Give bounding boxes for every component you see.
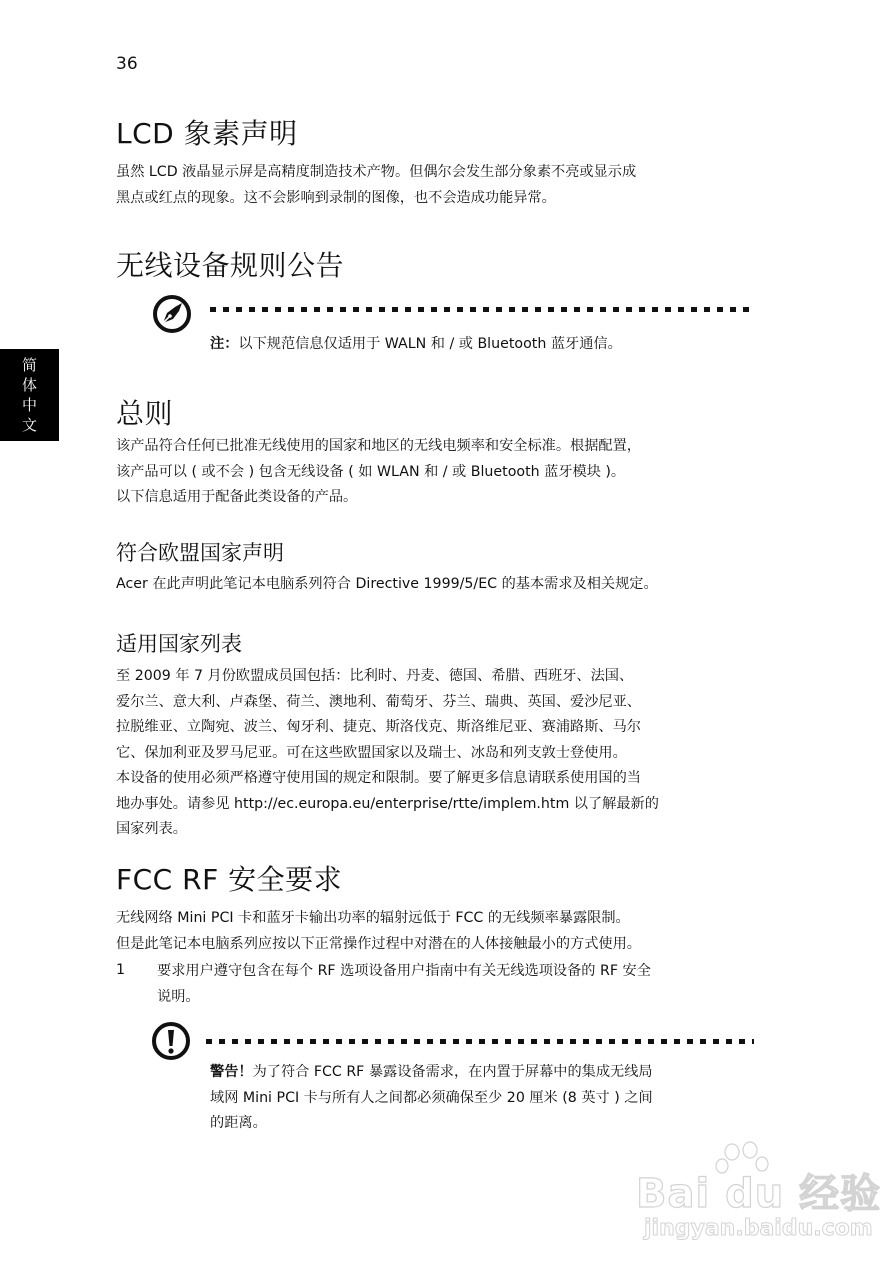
section-title-general: 总则 [116, 397, 174, 430]
language-side-tab [0, 349, 59, 441]
section-title-fcc: FCC RF 安全要求 [116, 863, 343, 896]
page-number: 36 [116, 54, 138, 74]
text-line: 要求用户遵守包含在每个 RF 选项设备用户指南中有关无线选项设备的 RF 安全 [157, 963, 651, 979]
side-tab-char: 中 [21, 396, 37, 414]
text-line: 虽然 LCD 液晶显示屏是高精度制造技术产物。但偶尔会发生部分象素不亮或显示成 [116, 164, 637, 180]
side-tab-char: 简 [21, 356, 37, 374]
text-line: 它、保加利亚及罗马尼亚。可在这些欧盟国家以及瑞士、冰岛和列支敦士登使用。 [116, 744, 627, 761]
section-title-lcd: LCD 象素声明 [116, 117, 298, 150]
warning-divider [206, 1039, 754, 1044]
watermark-brand: Bai du 经验 [636, 1171, 882, 1217]
text-line: 该产品符合任何已批准无线使用的国家和地区的无线电频率和安全标准。根据配置， [116, 438, 641, 454]
warning-exclamation-icon [151, 1021, 191, 1065]
fcc-paragraph [116, 906, 756, 957]
warning-label: 警告！ [210, 1064, 253, 1080]
baidu-watermark [636, 1140, 882, 1250]
note-body: 以下规范信息仅适用于 WALN 和 / 或 Bluetooth 蓝牙通信。 [238, 336, 622, 352]
general-paragraph [116, 434, 756, 511]
text-line: 本设备的使用必须严格遵守使用国的规定和限制。要了解更多信息请联系使用国的当 [116, 770, 641, 786]
side-tab-char: 文 [21, 416, 37, 434]
warning-line: 为了符合 FCC RF 暴露设备需求，在内置于屏幕中的集成无线局 [252, 1064, 653, 1080]
text-line [210, 1060, 770, 1086]
list-item-text [157, 959, 757, 1010]
text-line: 以下信息适用于配备此类设备的产品。 [116, 489, 358, 505]
text-line: 无线网络 Mini PCI 卡和蓝牙卡输出功率的辐射远低于 FCC 的无线频率暴露限制。 [116, 910, 630, 926]
text-line: 说明。 [157, 988, 200, 1005]
list-item-number: 1 [116, 962, 126, 978]
section-title-eu: 符合欧盟国家声明 [116, 541, 284, 565]
eu-paragraph [116, 572, 756, 598]
text-line: 该产品可以 ( 或不会 ) 包含无线设备 ( 如 WLAN 和 / 或 Bluetooth 蓝牙模块 )。 [116, 463, 626, 480]
text-line: 的距离。 [210, 1115, 267, 1131]
lcd-paragraph [116, 160, 756, 211]
text-line: 域网 Mini PCI 卡与所有人之间都必须确保至少 20 厘米 (8 英寸 ) 之间 [210, 1089, 653, 1106]
section-title-wireless: 无线设备规则公告 [116, 249, 345, 282]
warning-text [210, 1060, 770, 1137]
text-line: 地办事处。请参见 http://ec.europa.eu/enterprise/rtte/implem.htm 以了解最新的 [116, 795, 659, 812]
text-line: 拉脱维亚、立陶宛、波兰、匈牙利、捷克、斯洛伐克、斯洛维尼亚、赛浦路斯、马尔 [116, 719, 641, 735]
side-tab-char: 体 [21, 376, 37, 394]
watermark-url: jingyan.baidu.com [644, 1216, 873, 1241]
note-divider [210, 307, 756, 312]
text-line: 但是此笔记本电脑系列应按以下正常操作过程中对潜在的人体接触最小的方式使用。 [116, 935, 641, 952]
countries-paragraph [116, 664, 756, 843]
text-line: 爱尔兰、意大利、卢森堡、荷兰、澳地利、葡萄牙、芬兰、瑞典、英国、爱沙尼亚、 [116, 693, 641, 710]
note-pen-icon [152, 294, 192, 338]
text-line: 黑点或红点的现象。这不会影响到录制的图像，也不会造成功能异常。 [116, 189, 556, 206]
note-text [210, 333, 622, 353]
note-label: 注： [210, 336, 239, 352]
text-line: 国家列表。 [116, 821, 187, 837]
text-line: Acer 在此声明此笔记本电脑系列符合 Directive 1999/5/EC 的基本需求及相关规定。 [116, 576, 658, 592]
text-line: 至 2009 年 7 月份欧盟成员国包括：比利时、丹麦、德国、希腊、西班牙、法国、 [116, 668, 634, 684]
section-title-countries: 适用国家列表 [116, 632, 242, 656]
